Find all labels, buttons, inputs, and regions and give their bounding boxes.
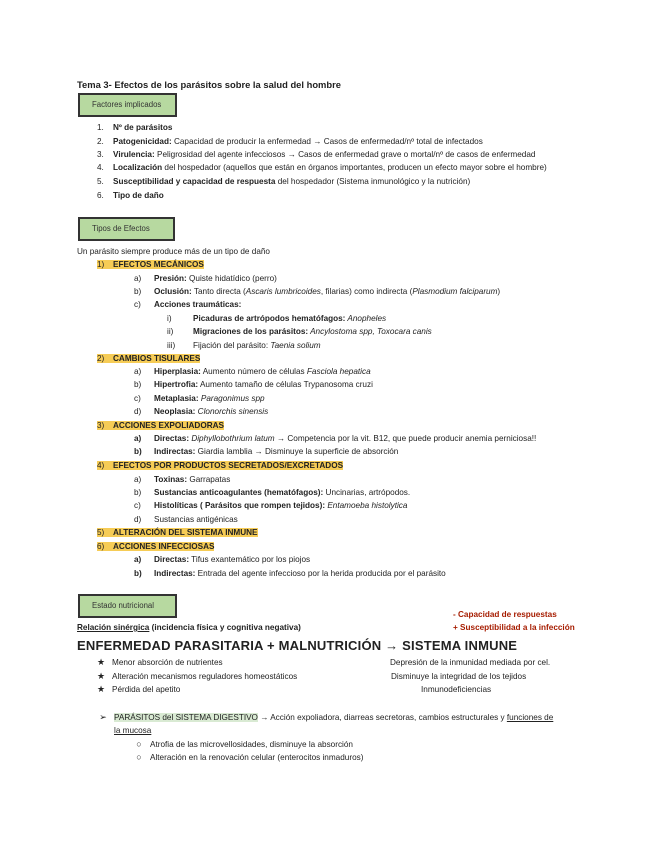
section-box-tipos: [78, 217, 175, 241]
list-item: ○ Alteración en la renovación celular (enterocitos inmaduros): [128, 752, 363, 763]
section-box-factores: [78, 93, 177, 117]
red-note-2: + Susceptibilidad a la infección: [453, 623, 575, 632]
big-heading: ENFERMEDAD PARASITARIA + MALNUTRICIÓN → SISTEMA INMUNE: [77, 638, 518, 653]
list-item: 5. Susceptibilidad y capacidad de respuesta del hospedador (Sistema inmunológico y la nutrición): [97, 177, 471, 186]
heading-3: 3) ACCIONES EXPOLIADORAS: [97, 421, 224, 430]
heading-5: 5) ALTERACIÓN DEL SISTEMA INMUNE: [97, 528, 258, 537]
list-item: c) Histolíticas ( Parásitos que rompen tejidos): Entamoeba histolytica: [134, 501, 408, 510]
list-item: iii) Fijación del parásito: Taenia solium: [167, 341, 321, 350]
section-label: Factores implicados: [92, 100, 162, 109]
arrow-bullet-icon: ➢: [99, 712, 107, 722]
list-item: a) Directas: Tifus exantemático por los piojos: [134, 555, 311, 564]
circle-bullet-icon: ○: [136, 739, 142, 749]
list-item: c) Acciones traumáticas:: [134, 300, 242, 309]
star-icon: ★: [96, 657, 106, 667]
list-item: ★ Alteración mecanismos reguladores homeostáticos: [90, 671, 297, 682]
list-item: 6. Tipo de daño: [97, 191, 164, 200]
right-item: Depresión de la inmunidad mediada por cel.: [390, 658, 551, 667]
circle-bullet-icon: ○: [136, 752, 142, 762]
sinergia-line: Relación sinérgica (incidencia física y cognitiva negativa): [77, 623, 301, 632]
heading-6: 6) ACCIONES INFECCIOSAS: [97, 542, 215, 551]
list-item: ii) Migraciones de los parásitos: Ancylostoma spp, Toxocara canis: [167, 327, 432, 336]
list-item: 2. Patogenicidad: Capacidad de producir la enfermedad → Casos de enfermedad/nº total de infectados: [97, 137, 483, 146]
red-note-1: - Capacidad de respuestas: [453, 610, 557, 619]
star-icon: ★: [96, 671, 106, 681]
list-item: 1. Nº de parásitos: [97, 123, 173, 132]
list-item: 3. Virulencia: Peligrosidad del agente infecciosos → Casos de enfermedad grave o mortal/nº de casos de enfermedad: [97, 150, 536, 159]
right-item: Disminuye la integridad de los tejidos: [391, 672, 527, 681]
star-icon: ★: [96, 684, 106, 694]
right-item: Inmunodeficiencias: [421, 685, 492, 694]
list-item: 4. Localización del hospedador (aquellos que están en órganos importantes, producen un efecto mayor sobre el hombre): [97, 163, 547, 172]
list-item: i) Picaduras de artrópodos hematófagos: Anopheles: [167, 314, 387, 323]
document-title: Tema 3- Efectos de los parásitos sobre la salud del hombre: [77, 79, 341, 90]
list-item: ★ Pérdida del apetito: [90, 684, 180, 695]
list-item: d) Sustancias antigénicas: [134, 515, 238, 524]
heading-4: 4) EFECTOS POR PRODUCTOS SECRETADOS/EXCRETADOS: [97, 461, 344, 470]
digestivo-line: ➢ PARÁSITOS del SISTEMA DIGESTIVO → Acción expoliadora, diarreas secretoras, cambios estructurales y funciones de: [92, 712, 553, 723]
list-item: b) Hipertrofia: Aumento tamaño de células Trypanosoma cruzi: [134, 380, 373, 389]
list-item: c) Metaplasia: Paragonimus spp: [134, 394, 265, 403]
list-item: a) Toxinas: Garrapatas: [134, 475, 231, 484]
heading-1: 1) EFECTOS MECÁNICOS: [97, 260, 204, 269]
section-box-estado: [78, 594, 177, 618]
list-item: ★ Menor absorción de nutrientes: [90, 657, 223, 668]
digestivo-line-2: la mucosa: [114, 726, 152, 735]
section-label: Estado nutricional: [92, 601, 154, 610]
list-item: b) Oclusión: Tanto directa (Ascaris lumbricoides, filarias) como indirecta (Plasmodium falciparum): [134, 287, 501, 296]
intro-text: Un parásito siempre produce más de un tipo de daño: [77, 247, 270, 256]
list-item: d) Neoplasia: Clonorchis sinensis: [134, 407, 269, 416]
section-label: Tipos de Efectos: [92, 224, 150, 233]
list-item: b) Indirectas: Entrada del agente infeccioso por la herida producida por el parásito: [134, 569, 446, 578]
list-item: a) Presión: Quiste hidatídico (perro): [134, 274, 277, 283]
list-item: b) Sustancias anticoagulantes (hematófagos): Uncinarias, artrópodos.: [134, 488, 411, 497]
list-item: ○ Atrofia de las microvellosidades, disminuye la absorción: [128, 739, 353, 750]
list-item: b) Indirectas: Giardia lamblia → Disminuye la superficie de absorción: [134, 447, 399, 456]
list-item: a) Directas: Diphyllobothrium latum → Competencia por la vit. B12, que puede producir anemia perniciosa!!: [134, 434, 537, 443]
list-item: a) Hiperplasia: Aumento número de células Fasciola hepatica: [134, 367, 371, 376]
heading-2: 2) CAMBIOS TISULARES: [97, 354, 201, 363]
